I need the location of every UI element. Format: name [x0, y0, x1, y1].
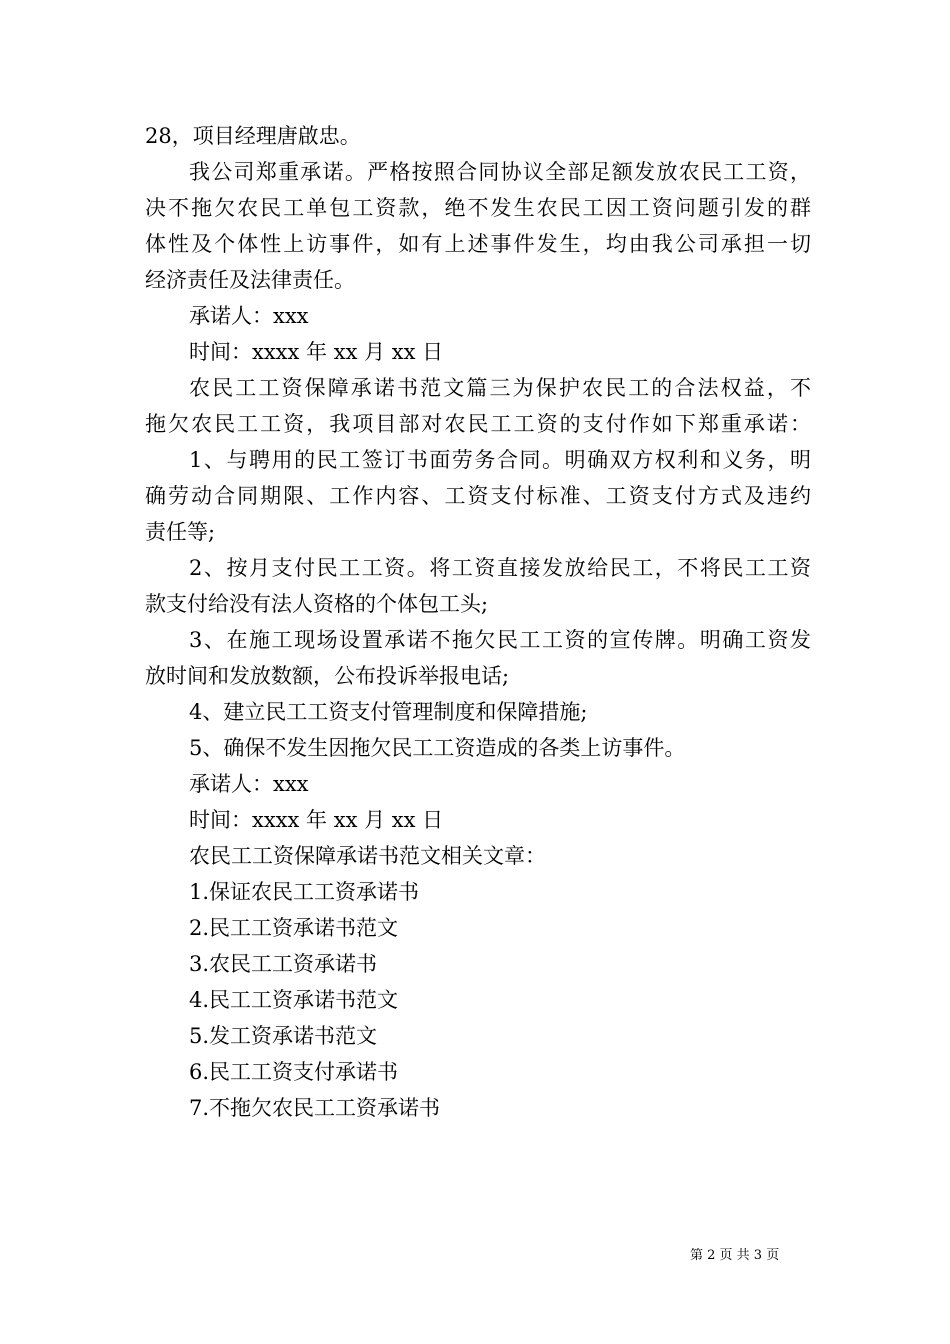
text-line: 体性及个体性上访事件，如有上述事件发生，均由我公司承担一切: [145, 232, 811, 256]
text-line: 确劳动合同期限、工作内容、工资支付标准、工资支付方式及违约: [145, 484, 811, 508]
text-line: 3.农民工工资承诺书: [189, 952, 378, 976]
text-line: 农民工工资保障承诺书范文篇三为保护农民工的合法权益，不: [189, 376, 811, 400]
text-line: 2、按月支付民工工资。将工资直接发放给民工，不将民工工资: [189, 556, 811, 580]
text-line: 承诺人：xxx: [189, 304, 309, 328]
text-line: 责任等;: [145, 520, 216, 544]
text-line: 我公司郑重承诺。严格按照合同协议全部足额发放农民工工资，: [189, 160, 811, 184]
text-line: 28，项目经理唐啟忠。: [145, 124, 361, 148]
text-line: 2.民工工资承诺书范文: [189, 916, 399, 940]
text-line: 经济责任及法律责任。: [145, 268, 355, 292]
page-number: 第 2 页 共 3 页: [690, 1248, 780, 1263]
text-line: 1.保证农民工工资承诺书: [189, 880, 420, 904]
text-line: 3、在施工现场设置承诺不拖欠民工工资的宣传牌。明确工资发: [189, 628, 811, 652]
text-line: 4、建立民工工资支付管理制度和保障措施;: [189, 700, 588, 724]
text-line: 决不拖欠农民工单包工资款，绝不发生农民工因工资问题引发的群: [145, 196, 811, 220]
text-line: 7.不拖欠农民工工资承诺书: [189, 1096, 441, 1120]
text-line: 拖欠农民工工资，我项目部对农民工工资的支付作如下郑重承诺：: [145, 412, 811, 436]
document-body: [145, 118, 811, 1126]
text-line: 时间：xxxx 年 xx 月 xx 日: [189, 340, 444, 364]
text-line: 承诺人：xxx: [189, 772, 309, 796]
text-line: 放时间和发放数额，公布投诉举报电话;: [145, 664, 510, 688]
text-line: 6.民工工资支付承诺书: [189, 1060, 399, 1084]
text-line: 5、确保不发生因拖欠民工工资造成的各类上访事件。: [189, 736, 686, 760]
text-line: 款支付给没有法人资格的个体包工头;: [145, 592, 489, 616]
text-line: 1、与聘用的民工签订书面劳务合同。明确双方权利和义务，明: [189, 448, 811, 472]
text-line: 4.民工工资承诺书范文: [189, 988, 399, 1012]
text-line: 5.发工资承诺书范文: [189, 1024, 378, 1048]
text-line: 时间：xxxx 年 xx 月 xx 日: [189, 808, 444, 832]
text-line: 农民工工资保障承诺书范文相关文章：: [189, 844, 546, 868]
